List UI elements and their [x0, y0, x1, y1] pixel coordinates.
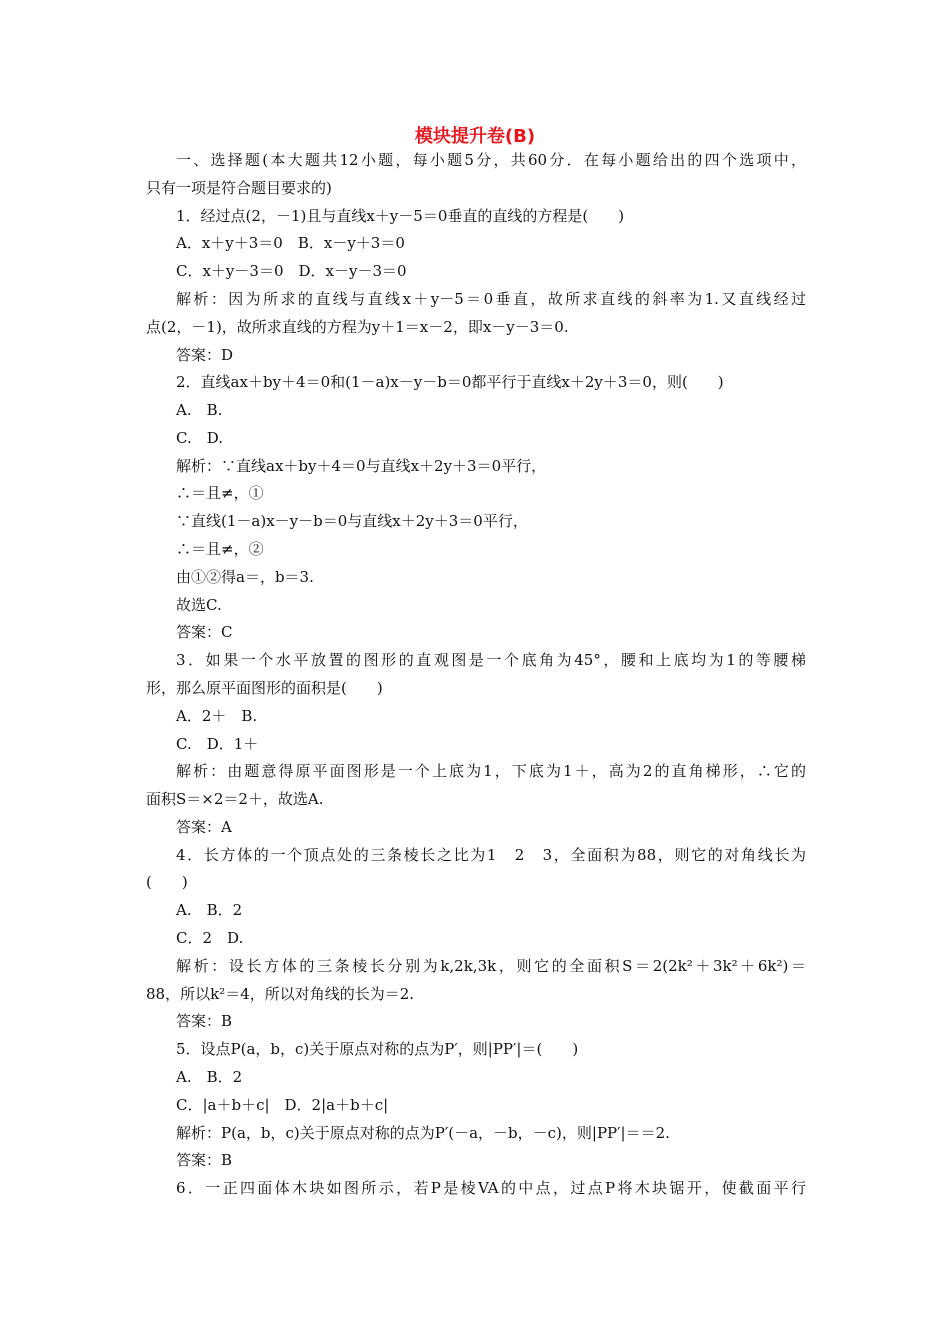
text-line: 答案：D: [176, 346, 234, 364]
text-line: A. B.: [176, 401, 223, 419]
text-line: 一、选择题(本大题共12小题，每小题5分，共60分．在每小题给出的四个选项中，: [176, 151, 806, 169]
text-line: C．|a＋b＋c| D．2|a＋b＋c|: [176, 1096, 389, 1114]
text-line: 2．直线ax＋by＋4＝0和(1－a)x－y－b＝0都平行于直线x＋2y＋3＝0，则( ): [176, 373, 724, 391]
text-line: 面积S＝×2＝2＋，故选A.: [146, 790, 324, 808]
document-title: 模块提升卷(B): [414, 126, 536, 147]
text-line: A. B．2: [176, 901, 243, 919]
text-line: 解析：∵直线ax＋by＋4＝0与直线x＋2y＋3＝0平行，: [176, 457, 547, 475]
text-line: 只有一项是符合题目要求的): [146, 179, 332, 197]
text-line: 答案：B: [176, 1151, 233, 1169]
text-line: 解析：由题意得原平面图形是一个上底为1，下底为1＋，高为2的直角梯形，∴它的: [176, 762, 806, 780]
text-line: ∵直线(1－a)x－y－b＝0与直线x＋2y＋3＝0平行，: [176, 512, 528, 530]
text-line: 4．长方体的一个顶点处的三条棱长之比为1 2 3，全面积为88，则它的对角线长为: [176, 846, 806, 864]
text-line: 1．经过点(2，－1)且与直线x＋y－5＝0垂直的直线的方程是( ): [176, 207, 625, 225]
text-line: A．2＋ B.: [176, 707, 258, 725]
text-line: 88，所以k²＝4，所以对角线的长为＝2.: [146, 985, 415, 1003]
text-line: 6．一正四面体木块如图所示，若P是棱VA的中点，过点P将木块锯开，使截面平行: [176, 1179, 806, 1197]
text-line: 答案：B: [176, 1012, 233, 1030]
text-line: ∴＝且≠，②: [176, 540, 264, 558]
text-line: 3．如果一个水平放置的图形的直观图是一个底角为45°，腰和上底均为1的等腰梯: [176, 651, 806, 669]
text-line: ∴＝且≠，①: [176, 484, 264, 502]
text-line: A．x＋y＋3＝0 B．x－y＋3＝0: [176, 234, 405, 252]
text-line: 答案：C: [176, 623, 233, 641]
text-line: 解析：因为所求的直线与直线x＋y－5＝0垂直，故所求直线的斜率为1.又直线经过: [176, 290, 806, 308]
text-line: 答案：A: [176, 818, 232, 836]
text-line: C．x＋y－3＝0 D．x－y－3＝0: [176, 262, 407, 280]
text-line: 由①②得a＝，b＝3.: [176, 568, 314, 586]
text-line: 5．设点P(a，b，c)关于原点对称的点为P′，则|PP′|＝( ): [176, 1040, 579, 1058]
text-line: ( ): [146, 873, 188, 891]
text-line: 形，那么原平面图形的面积是( ): [146, 679, 383, 697]
text-line: C. D．1＋: [176, 735, 259, 753]
text-line: 故选C.: [176, 596, 222, 614]
text-line: 解析：P(a，b，c)关于原点对称的点为P′(－a，－b，－c)，则|PP′|＝＝2.: [176, 1124, 670, 1142]
text-line: 点(2，－1)，故所求直线的方程为y＋1＝x－2，即x－y－3＝0.: [146, 318, 569, 336]
text-line: 解析：设长方体的三条棱长分别为k,2k,3k，则它的全面积S＝2(2k²＋3k²＋6k²)＝: [176, 957, 806, 975]
text-line: C. D.: [176, 429, 223, 447]
text-line: C．2 D.: [176, 929, 244, 947]
text-line: A. B．2: [176, 1068, 243, 1086]
